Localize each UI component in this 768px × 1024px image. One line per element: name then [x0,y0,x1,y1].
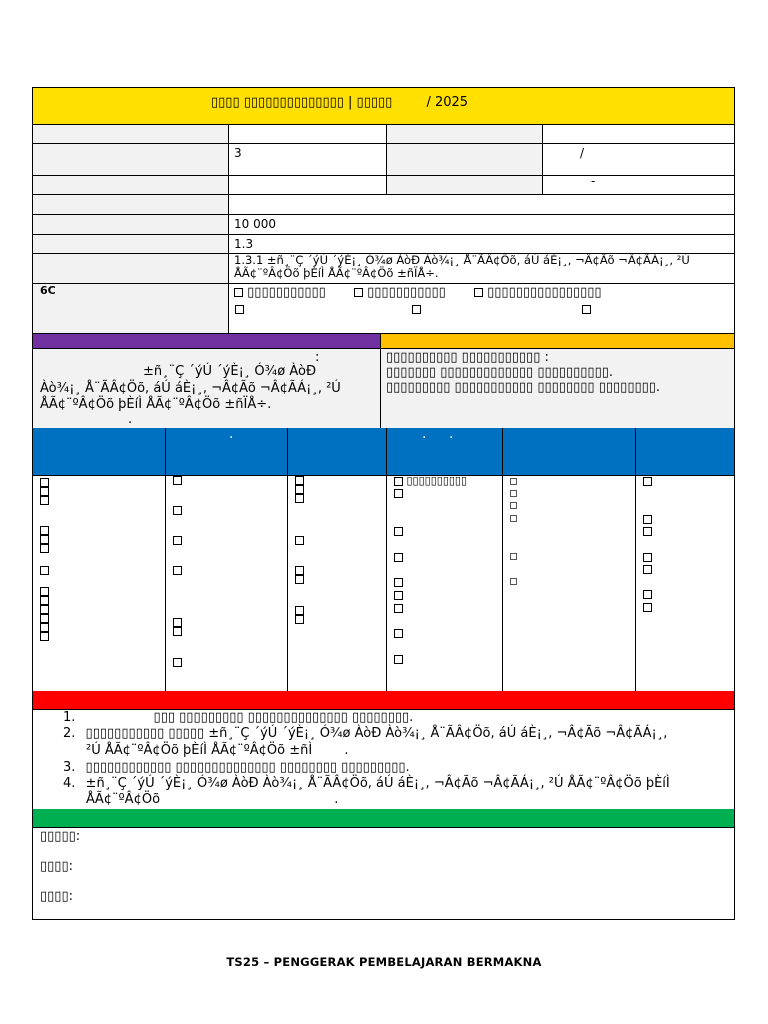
col3-checkbox[interactable] [295,485,304,494]
activity-header-dot-1: · [229,430,234,446]
reflection-num-1: 1. [63,710,76,725]
col1-checkbox[interactable] [40,614,49,623]
col4-first-item [394,475,467,487]
col6-checkbox[interactable] [643,590,652,599]
col3-checkbox[interactable] [295,575,304,584]
reflection-text-2: ▯▯▯▯▯▯▯▯▯▯▯ ▯▯▯▯▯ ±ñ¸¨Ç ´ýÚ ´ýÈ¡¸ Ó¾ø ÀòÐ Àò¾¡¸ Å¨ÃÂ¢Öõ, áÚ áÈ¡¸, ¬Â¢Ãõ ¬Â¢ÃÁ¡¸, [85,726,668,741]
col5-checkbox[interactable] [510,478,517,485]
col3-checkbox[interactable] [295,566,304,575]
col5-checkbox[interactable] [510,515,517,522]
info-number: 10 000 [234,217,276,231]
col1-checkbox[interactable] [40,605,49,614]
col3-checkbox[interactable] [295,606,304,615]
col4-checkbox[interactable] [394,604,403,613]
lesson-plan-form [32,87,735,920]
reflection-num-4: 4. [63,776,76,791]
col3-checkbox[interactable] [295,536,304,545]
criteria-line-2: ▯▯▯▯▯▯▯▯▯ ▯▯▯▯▯▯▯▯▯▯▯ ▯▯▯▯▯▯▯▯ ▯▯▯▯▯▯▯▯. [386,380,661,395]
reflection-text-2-end: . [344,743,349,758]
option-checkbox-4[interactable] [235,305,244,314]
col3-checkbox[interactable] [295,476,304,485]
col4-checkbox[interactable] [394,591,403,600]
col2-checkbox[interactable] [173,566,182,575]
activity-header-band [33,428,734,475]
objective-line-2: Àò¾¡¸ Å¨ÃÂ¢Öõ, áÚ áÈ¡¸, ¬Â¢Ãõ ¬Â¢ÃÁ¡¸, ²Ú [40,381,341,396]
objective-header-band [33,334,380,348]
objective-line-1: ±ñ¸¨Ç ´ýÚ ´ýÈ¡¸ Ó¾ø ÀòÐ [143,364,317,379]
option-checkbox-2[interactable] [354,288,363,297]
reflection-text-4: ±ñ¸¨Ç ´ýÚ ´ýÈ¡¸ Ó¾ø ÀòÐ Àò¾¡¸ Å¨ÃÂ¢Öõ, áÚ áÈ¡¸, ¬Â¢Ãõ ¬Â¢ÃÁ¡¸, ²Ú ÅÃ¢¨ºÂ¢Öõ þÈíÌ [85,776,670,791]
option-checkbox-1[interactable] [234,288,243,297]
reflection-text-3: ▯▯▯▯▯▯▯▯▯▯▯▯ ▯▯▯▯▯▯▯▯▯▯▯▯▯▯ ▯▯▯▯▯▯▯▯ ▯▯▯▯▯▯▯▯▯. [85,760,410,775]
objective-line-4: . [128,412,133,427]
signature-line-3: ▯▯▯▯: [40,889,73,904]
option-label-1: ▯▯▯▯▯▯▯▯▯▯▯ [247,285,326,300]
option-checkbox-6[interactable] [582,305,591,314]
info-slash: / [580,146,585,160]
signature-header-band [33,809,734,827]
col6-checkbox[interactable] [643,603,652,612]
col4-checkbox[interactable] [394,578,403,587]
col2-checkbox[interactable] [173,536,182,545]
option-row-1 [234,285,734,300]
col5-checkbox[interactable] [510,578,517,585]
col1-checkbox[interactable] [40,544,49,553]
header-year: / 2025 [426,95,469,110]
header-title-text: ▯▯▯▯ ▯▯▯▯▯▯▯▯▯▯▯▯▯▯ | ▯▯▯▯▯ [211,95,393,110]
signature-line-1: ▯▯▯▯▯: [40,829,81,844]
reflection-text-4-end: . [334,792,339,807]
info-class: 6C [40,284,56,297]
col6-checkbox[interactable] [643,515,652,524]
col4-checkbox[interactable] [394,655,403,664]
col2-checkbox[interactable] [173,618,182,627]
col6-checkbox[interactable] [643,565,652,574]
col4-checkbox[interactable] [394,629,403,638]
label-column-2a [386,125,542,195]
option-checkbox-3[interactable] [474,288,483,297]
col4-checkbox[interactable] [394,527,403,536]
reflection-item-2-cont [86,743,348,758]
option-label-2: ▯▯▯▯▯▯▯▯▯▯▯ [367,285,446,300]
reflection-text-4-cont: ÅÃ¢¨ºÂ¢Öõ [86,792,161,807]
page-footer: TS25 – PENGGERAK PEMBELAJARAN BERMAKNA [226,955,542,969]
col2-checkbox[interactable] [173,658,182,667]
col1-checkbox[interactable] [40,632,49,641]
col3-checkbox[interactable] [295,494,304,503]
col4-checkbox[interactable] [394,477,403,486]
col6-checkbox[interactable] [643,553,652,562]
criteria-header-band [380,334,734,348]
objective-line-3: ÅÃ¢¨ºÂ¢Öõ þÈíÌ ÅÃ¢¨ºÂ¢Öõ ±ñÏÅ÷. [40,397,272,412]
reflection-item-2 [63,726,667,741]
option-label-3: ▯▯▯▯▯▯▯▯▯▯▯▯▯▯▯▯ [487,285,602,300]
col2-checkbox[interactable] [173,506,182,515]
reflection-header-band [33,691,734,709]
col1-checkbox[interactable] [40,496,49,505]
reflection-num-2: 2. [63,726,76,741]
label-column [33,125,228,333]
activity-header-dot-2: · [422,430,427,446]
col1-checkbox[interactable] [40,587,49,596]
signature-line-2: ▯▯▯▯: [40,859,73,874]
col5-checkbox[interactable] [510,502,517,509]
col6-checkbox[interactable] [643,477,652,486]
col1-checkbox[interactable] [40,535,49,544]
criteria-heading: ▯▯▯▯▯▯▯▯▯▯ ▯▯▯▯▯▯▯▯▯▯▯ : [386,350,549,365]
reflection-num-3: 3. [63,760,76,775]
col1-checkbox[interactable] [40,623,49,632]
col4-first-label: ▯▯▯▯▯▯▯▯▯▯ [406,474,468,487]
activity-header-dot-3: · [449,430,454,446]
col1-checkbox[interactable] [40,487,49,496]
option-checkbox-5[interactable] [412,305,421,314]
col1-checkbox[interactable] [40,526,49,535]
header-title [211,95,468,110]
criteria-line-1: ▯▯▯▯▯▯▯ ▯▯▯▯▯▯▯▯▯▯▯▯▯ ▯▯▯▯▯▯▯▯▯▯. [386,365,614,380]
info-dash: - [591,174,596,188]
col6-checkbox[interactable] [643,527,652,536]
col1-checkbox[interactable] [40,596,49,605]
col2-checkbox[interactable] [173,627,182,636]
col4-checkbox[interactable] [394,489,403,498]
col2-checkbox[interactable] [173,476,182,485]
reflection-item-4-cont [86,792,338,807]
reflection-item-3 [63,760,410,775]
col5-checkbox[interactable] [510,553,517,560]
col5-checkbox[interactable] [510,490,517,497]
info-count: 3 [234,146,242,160]
col1-checkbox[interactable] [40,478,49,487]
col1-checkbox[interactable] [40,566,49,575]
objective-colon: : [315,350,320,365]
info-learning-standard: 1.3.1 ±ñ¸¨Ç ´ýÚ ´ýÈ¡¸ Ó¾ø ÀòÐ Àò¾¡¸ Å¨ÃÂ¢Öõ, áÚ áÈ¡¸, ¬Â¢Ãõ ¬Â¢ÃÁ¡¸, ²Ú ÅÃ¢¨ºÂ¢Öõ þÈíÌ ÅÃ¢¨ºÂ¢Öõ ±ñÏÅ÷. [234,253,690,280]
reflection-text-2-cont: ²Ú ÅÃ¢¨ºÂ¢Öõ þÈíÌ ÅÃ¢¨ºÂ¢Öõ ±ñÌ [86,743,313,758]
col4-checkbox[interactable] [394,553,403,562]
info-standard: 1.3 [234,237,254,251]
reflection-item-4 [63,776,670,791]
col3-checkbox[interactable] [295,615,304,624]
reflection-item-1 [63,710,413,725]
reflection-text-1: ▯▯▯ ▯▯▯▯▯▯▯▯▯ ▯▯▯▯▯▯▯▯▯▯▯▯▯▯ ▯▯▯▯▯▯▯▯. [153,710,414,725]
